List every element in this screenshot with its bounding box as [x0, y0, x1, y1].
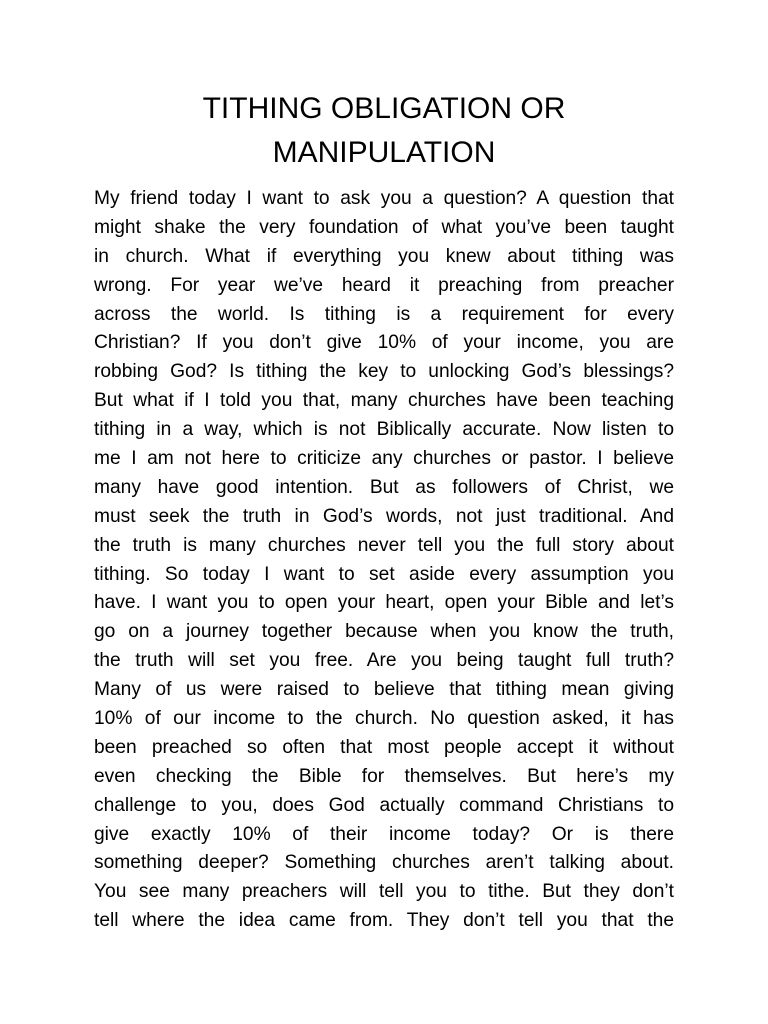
body-line: challenge to you, does God actually command Christians to — [94, 794, 674, 816]
body-line: But what if I told you that, many churches have been teaching — [94, 390, 674, 412]
body-line: in church. What if everything you knew about tithing was — [94, 245, 674, 267]
body-line: go on a journey together because when you know the truth, — [94, 621, 674, 643]
body-line: tithing in a way, which is not Biblically accurate. Now listen to — [94, 419, 674, 441]
body-line: many have good intention. But as followers of Christ, we — [94, 476, 674, 498]
body-paragraph — [94, 185, 674, 936]
body-line: You see many preachers will tell you to tithe. But they don’t — [94, 881, 674, 903]
body-line: have. I want you to open your heart, open your Bible and let’s — [94, 592, 674, 614]
body-line: Many of us were raised to believe that tithing mean giving — [94, 679, 674, 701]
body-line: the truth is many churches never tell you the full story about — [94, 534, 674, 556]
body-line: tell where the idea came from. They don’t tell you that the — [94, 910, 674, 932]
body-line: the truth will set you free. Are you being taught full truth? — [94, 650, 674, 672]
document-title — [94, 87, 674, 175]
body-line: across the world. Is tithing is a requirement for every — [94, 303, 674, 325]
body-line: 10% of our income to the church. No question asked, it has — [94, 708, 674, 730]
body-line: tithing. So today I want to set aside every assumption you — [94, 563, 674, 585]
body-line: My friend today I want to ask you a question? A question that — [94, 188, 674, 209]
title-line-2: MANIPULATION — [272, 136, 496, 169]
body-line: me I am not here to criticize any churches or pastor. I believe — [94, 448, 674, 470]
body-line: robbing God? Is tithing the key to unlocking God’s blessings? — [94, 361, 674, 383]
body-line: must seek the truth in God’s words, not just traditional. And — [94, 505, 674, 527]
body-line: give exactly 10% of their income today? Or is there — [94, 823, 674, 845]
body-line: even checking the Bible for themselves. But here’s my — [94, 765, 674, 787]
body-line: Christian? If you don’t give 10% of your income, you are — [94, 332, 674, 354]
title-line-1: TITHING OBLIGATION OR — [202, 92, 566, 125]
body-line: been preached so often that most people accept it without — [94, 736, 674, 758]
body-line: wrong. For year we’ve heard it preaching from preacher — [94, 274, 674, 296]
body-line: might shake the very foundation of what you’ve been taught — [94, 216, 674, 238]
body-line: something deeper? Something churches aren’t talking about. — [94, 852, 674, 874]
